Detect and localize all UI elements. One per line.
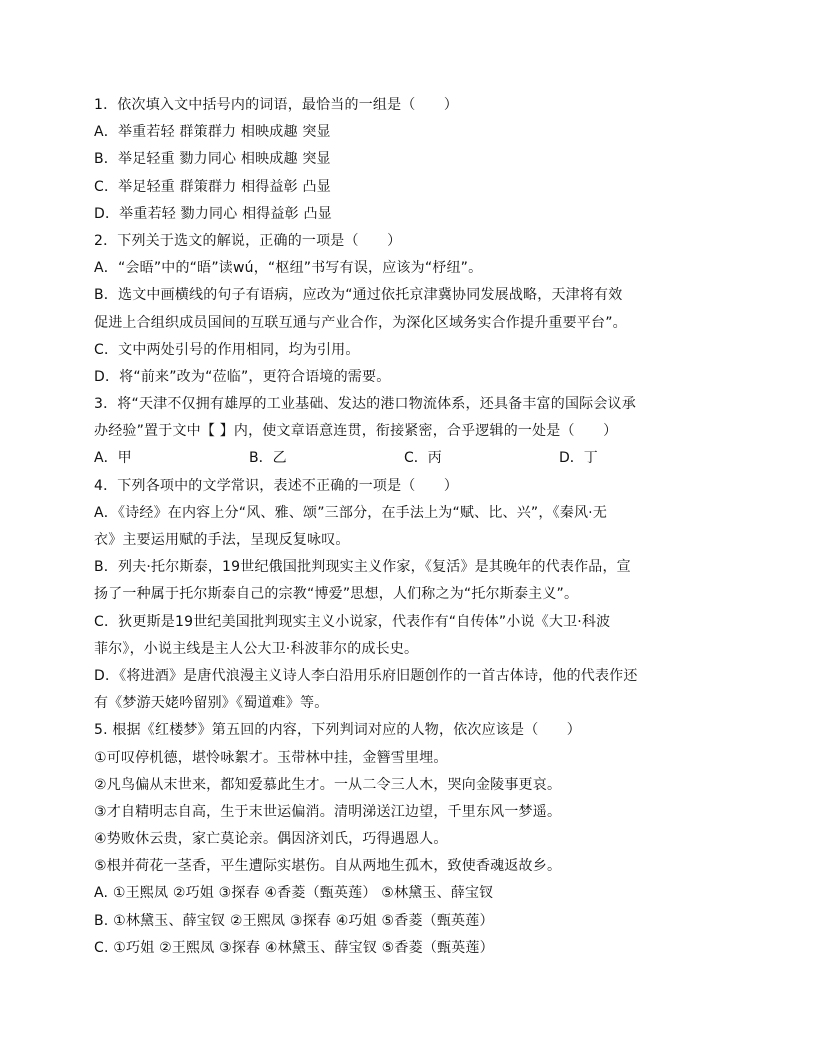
text-line: ③才自精明志自高，生于末世运偏消。清明涕送江边望，千里东风一梦遥。 — [94, 803, 562, 820]
text-line: D．举重若轻 勠力同心 相得益彰 凸显 — [94, 205, 332, 222]
text-line: A．“会晤”中的“晤”读wú，“枢纽”书写有误，应该为“杼纽”。 — [94, 260, 483, 277]
text-line: A. ①王熙凤 ②巧姐 ③探春 ④香菱（甄英莲） ⑤林黛玉、薛宝钗 — [94, 885, 494, 902]
text-line: 办经验”置于文中【 】内，使文章语意连贯，衔接紧密，合乎逻辑的一处是（ ） — [94, 423, 618, 440]
text-line: A．《诗经》在内容上分“风、雅、颂”三部分，在手法上为“赋、比、兴”，《秦风·无 — [94, 504, 608, 521]
text-line: C．举足轻重 群策群力 相得益彰 凸显 — [94, 178, 331, 195]
text-line: C．狄更斯是19世纪美国批判现实主义小说家，代表作有“自传体”小说《大卫·科波 — [94, 613, 611, 630]
text-line: ⑤根并荷花一茎香，平生遭际实堪伤。自从两地生孤木，致使香魂返故乡。 — [94, 858, 562, 875]
text-line: D．将“前来”改为“莅临”，更符合语境的需要。 — [94, 368, 391, 385]
q3-options — [94, 445, 654, 472]
q3-option-d: D．丁 — [559, 450, 598, 467]
text-line: ②凡鸟偏从末世来，都知爱慕此生才。一从二令三人木，哭向金陵事更哀。 — [94, 776, 562, 793]
text-line: 2．下列关于选文的解说，正确的一项是（ ） — [94, 232, 402, 249]
q3-option-b: B．乙 — [249, 450, 287, 467]
text-line: ①可叹停机德，堪怜咏絮才。玉带林中挂，金簪雪里埋。 — [94, 749, 448, 766]
text-line: B．举足轻重 勠力同心 相映成趣 突显 — [94, 151, 331, 168]
text-line: C．文中两处引号的作用相同，均为引用。 — [94, 341, 360, 358]
text-line: 扬了一种属于托尔斯泰自己的宗教“博爱”思想，人们称之为“托尔斯泰主义”。 — [94, 586, 579, 603]
question-content — [94, 92, 654, 962]
text-line: B. ①林黛玉、薛宝钗 ②王熙凤 ③探春 ④巧姐 ⑤香菱（甄英莲） — [94, 912, 494, 929]
text-line: 促进上合组织成员国间的互联互通与产业合作，为深化区域务实合作提升重要平台”。 — [94, 314, 627, 331]
text-line: 菲尔》，小说主线是主人公大卫·科波菲尔的成长史。 — [94, 640, 419, 657]
text-line: 有《梦游天姥吟留别》《蜀道难》等。 — [94, 695, 329, 712]
text-line: 3．将“天津不仅拥有雄厚的工业基础、发达的港口物流体系，还具备丰富的国际会议承 — [94, 396, 636, 413]
text-line: 4．下列各项中的文学常识，表述不正确的一项是（ ） — [94, 477, 459, 494]
text-line: B．选文中画横线的句子有语病，应改为“通过依托京津冀协同发展战略，天津将有效 — [94, 287, 623, 304]
text-line: B．列夫·托尔斯泰，19世纪俄国批判现实主义作家，《复活》是其晚年的代表作品，宣 — [94, 559, 631, 576]
text-line: 1．依次填入文中括号内的词语，最恰当的一组是（ ） — [94, 97, 459, 113]
text-line: A．举重若轻 群策群力 相映成趣 突显 — [94, 124, 331, 141]
text-line: D．《将进酒》是唐代浪漫主义诗人李白沿用乐府旧题创作的一首古体诗，他的代表作还 — [94, 667, 638, 684]
text-line: 衣》主要运用赋的手法，呈现反复咏叹。 — [94, 532, 350, 548]
text-line: ④势败休云贵，家亡莫论亲。偶因济刘氏，巧得遇恩人。 — [94, 831, 448, 848]
text-line: C. ①巧姐 ②王熙凤 ③探春 ④林黛玉、薛宝钗 ⑤香菱（甄英莲） — [94, 939, 494, 956]
text-line: 5. 根据《红楼梦》第五回的内容，下列判词对应的人物，依次应该是（ ） — [94, 722, 582, 739]
q3-option-a: A．甲 — [94, 450, 132, 467]
q3-option-c: C．丙 — [404, 450, 442, 467]
